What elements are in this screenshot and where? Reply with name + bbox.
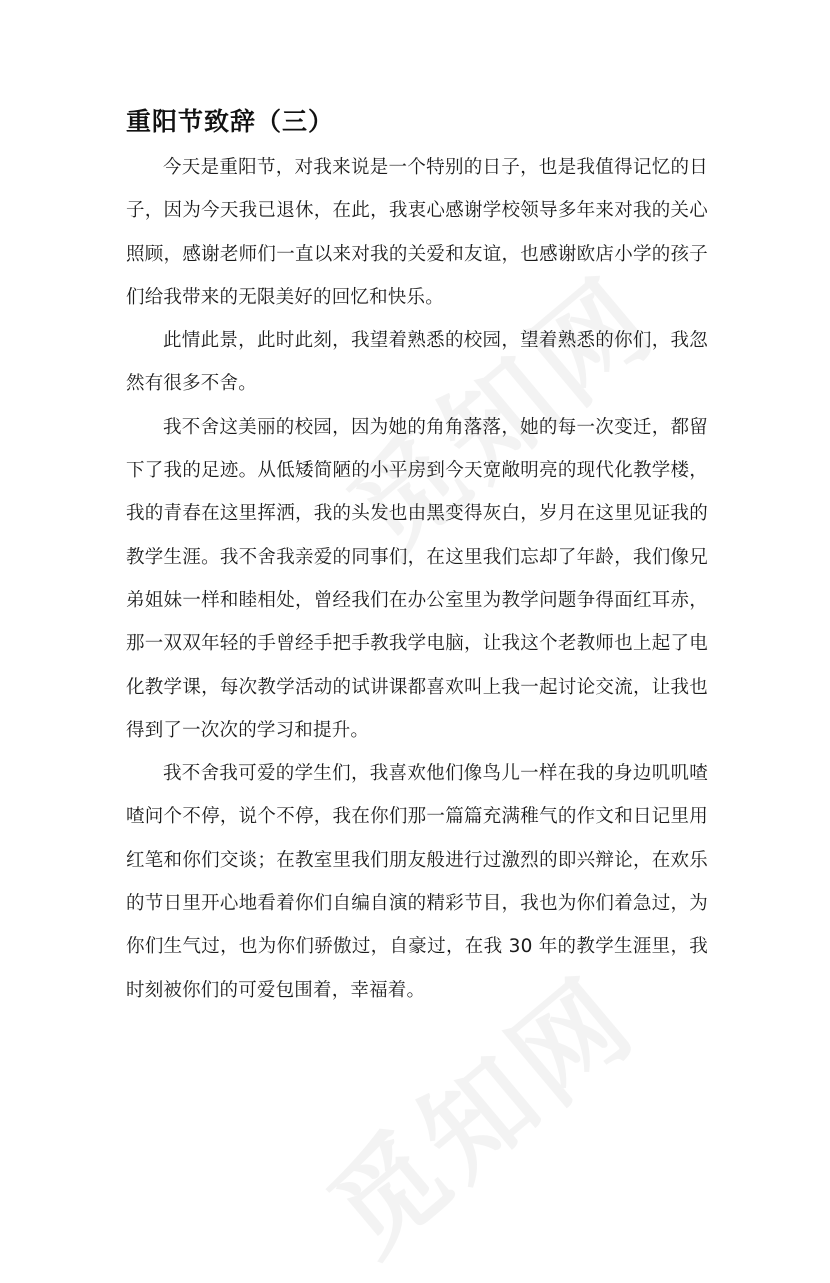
paragraph: 我不舍这美丽的校园，因为她的角角落落，她的每一次变迁，都留下了我的足迹。从低矮简陋的小平房到今天宽敞明亮的现代化教学楼，我的青春在这里挥洒，我的头发也由黑变得灰白，岁月在这里见证我的教学生涯。我不舍我亲爱的同事们，在这里我们忘却了年龄，我们像兄弟姐妹一样和睦相处，曾经我们在办公室里为教学问题争得面红耳赤，那一双双年轻的手曾经手把手教我学电脑，让我这个老教师也上起了电化教学课，每次教学活动的试讲课都喜欢叫上我一起讨论交流，让我也得到了一次次的学习和提升。	[126, 416, 708, 741]
document-title: 重阳节致辞（三）	[126, 107, 335, 136]
paragraph: 我不舍我可爱的学生们，我喜欢他们像鸟儿一样在我的身边叽叽喳喳问个不停，说个不停，我在你们那一篇篇充满稚气的作文和日记里用红笔和你们交谈；在教室里我们朋友般进行过激烈的即兴辩论，在欢乐的节日里开心地看着你们自编自演的精彩节目，我也为你们着急过，为你们生气过，也为你们骄傲过，自豪过，在我 30 年的教学生涯里，我时刻被你们的可爱包围着，幸福着。	[126, 763, 708, 1001]
paragraph: 此情此景，此时此刻，我望着熟悉的校园，望着熟悉的你们，我忽然有很多不舍。	[126, 330, 708, 395]
document-body	[126, 146, 708, 1012]
paragraph: 今天是重阳节，对我来说是一个特别的日子，也是我值得记忆的日子，因为今天我已退休，在此，我衷心感谢学校领导多年来对我的关心照顾，感谢老师们一直以来对我的关爱和友谊，也感谢欧店小学的孩子们给我带来的无限美好的回忆和快乐。	[126, 157, 708, 308]
